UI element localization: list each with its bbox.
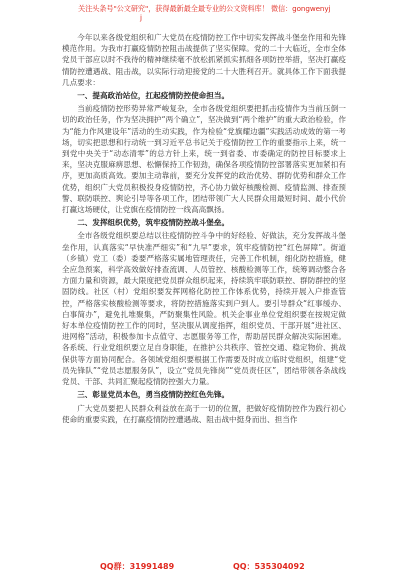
qq-number: QQ：535304092 [232, 562, 305, 571]
section-heading-3: 三、彰显党员本色，勇当疫情防控红色先锋。 [77, 390, 230, 400]
section-2-paragraph: 全市各级党组织要总结以往疫情防控斗争中的好经验、好做法，充分发挥战斗堡垒作用，认真落实“早快准严细实”和“九早”要求，筑牢疫情防控“红色屏障”。街道（乡镇）党工（委）委要严格落实属地管理责任，完善工作机制，细化防控措施，健全应急预案，科学高效做好排查流调、人员管控、核酸检测等工作，统筹调动整合各方面力量和资源，最大限度把党员群众组织起来，持续筑牢联防联控、群防群控的坚固防线。社区（村）党组织要发挥网格化防控工作体系优势，持续开展入户排查管控，严格落实核酸检测等要求，将防控措施落实到户到人。要引导群众“红事缓办、白事简办”，避免扎堆聚集，严防聚集性风险。机关企事业单位党组织要在按规定做好本单位疫情防控工作的同时，坚决服从调度指挥，组织党员、干部开展“进社区、进网格”活动，积极参加卡点值守、志愿服务等工作，帮助居民群众解决实际困难。各系统、行业党组织要立足自身职能，在推护公共秩序、管控交通、稳定物价、挑战保供等方面协同配合。各领域党组织要根据工作需要及时成立临时党组织，组建“党员先锋队”“党员志愿服务队”，设立“党员先锋岗”“党员责任区”，团结带领各条战线党员、干部、共同汇聚起疫情防控强大力量。 [62, 231, 346, 387]
intro-paragraph: 今年以来各级党组织和广大党员在疫情防控工作中切实发挥战斗堡垒作用和先锋模范作用。为我市打赢疫情防控阻击战提供了坚实保障。党的二十大临近，全市全体党员干部应以时不我待的精神继续毫不放松抓紧抓实抓细各项防控举措，坚决打赢疫情防控遭遇战、阻击战，以实际行动迎接党的二十大胜利召开。就具体工作下面我提几点要求： [62, 33, 346, 87]
section-1-paragraph: 当前疫情防控形势异常严峻复杂，全市各级党组织要把抓击疫情作为当前压倒一切的政治任务，作为坚决拥护“两个确立”，坚决做到“两个维护”的重大政治检验，作为“能力作风建设年”活动的生动实践，作为检验“党旗耀边疆”实践活动成效的第一考场，切实把思想和行动统一到习近平总书记关于疫情防控工作的重要指示上来，统一到党中央关于“动态清零”的总方针上来，统一到省委、市委确定的防控目标要求上来，坚决克服麻痹思想、松懈保持工作韧劲，确保各项疫情防控部署落实更加紧扣有序，更加高质高效。要加主动靠前，要充分发挥党的政治优势、群防优势和群众工作优势，组织广大党员积极投身疫情防控，齐心协力做好核酸检测、疫情监测、排查预警、联防联控、舆论引导等各项工作，团结带领广大人民群众用最短时间、最小代价打赢这场硬仗，让党旗在疫情防控一线高高飘扬。 [62, 104, 346, 215]
contact-footer [100, 561, 360, 572]
promo-banner [78, 4, 368, 22]
promo-banner-line2: j [140, 13, 142, 22]
promo-banner-line1: 关注头条号"公文研究"，获得最新最全最专业的公文资料库！ 微信：gongwenyj [78, 4, 331, 13]
document-body [62, 32, 346, 426]
section-heading-1: 一、提高政治站位，扛起疫情防控使命担当。 [77, 91, 230, 101]
section-3-paragraph: 广大党员要把人民群众利益放在高于一切的位置，把做好疫情防控作为践行初心使命的重要实践，在打赢疫情防控遭遇战、阻击战中挺身而出、担当作 [62, 403, 346, 424]
section-heading-2: 二、发挥组织优势，筑牢疫情防控战斗堡垒。 [77, 218, 230, 228]
qq-group-number: QQ群：31991489 [100, 562, 175, 571]
